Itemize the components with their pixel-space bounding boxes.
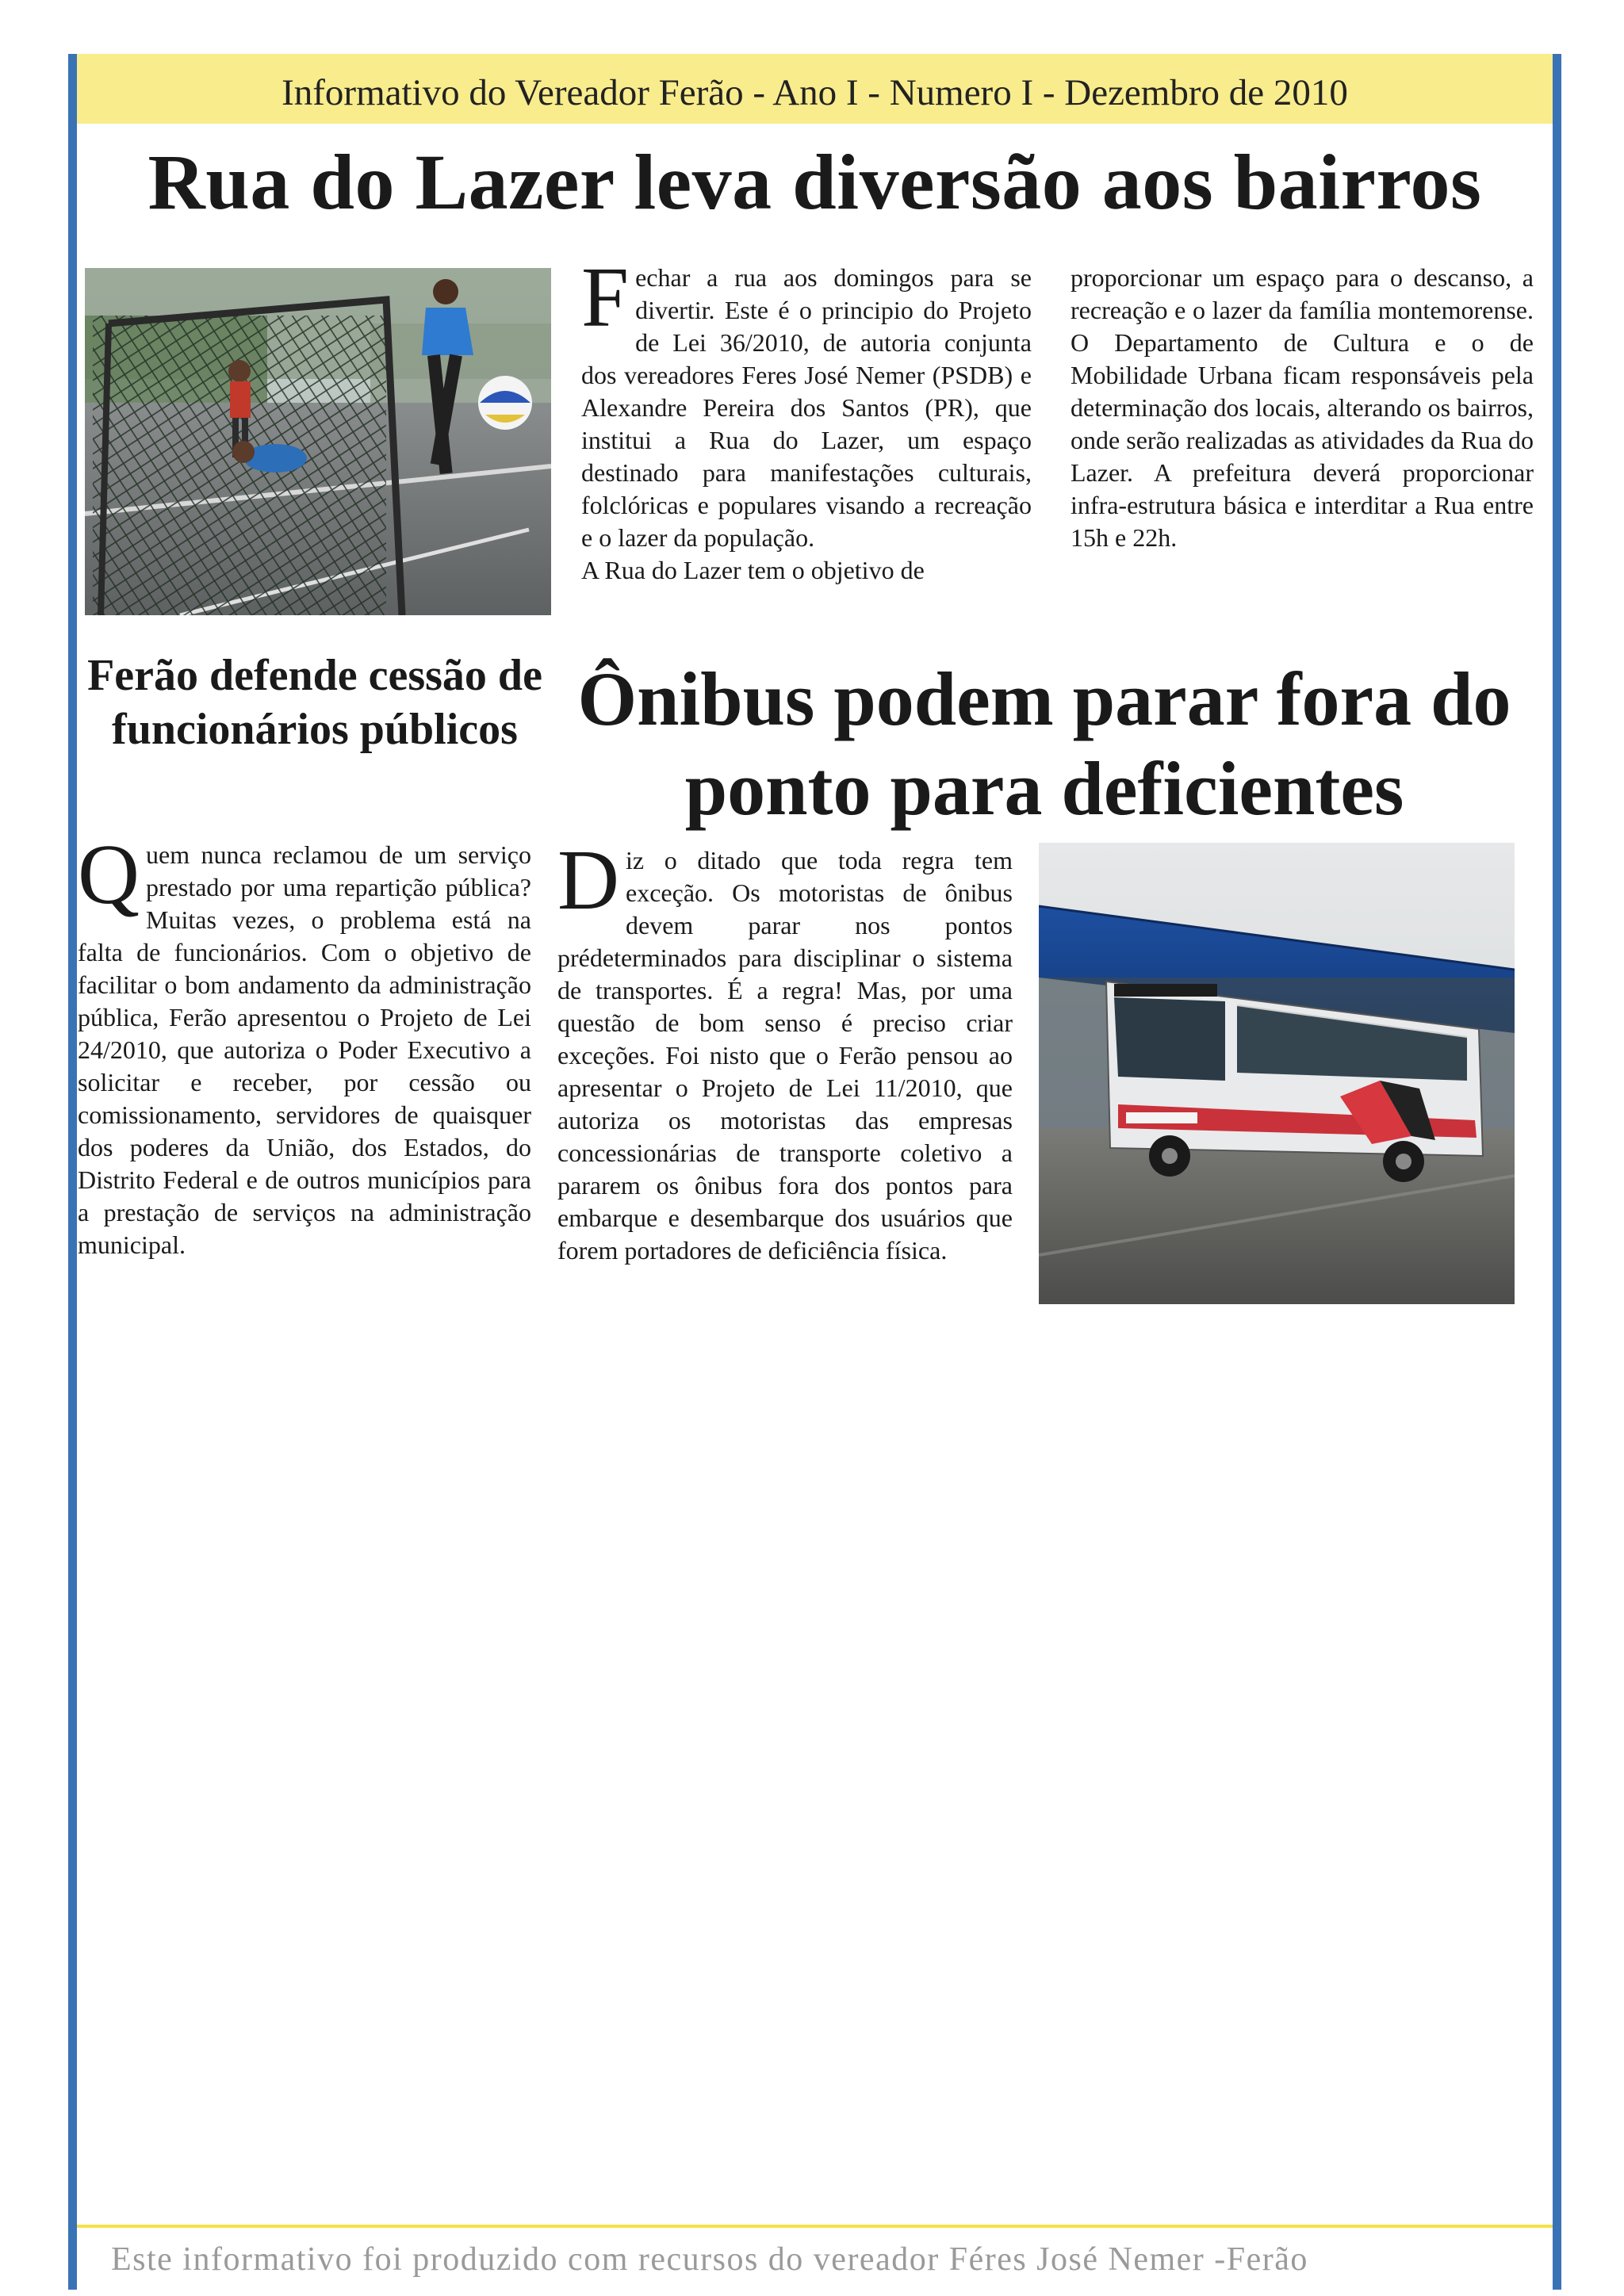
right-border-bar [1553,54,1561,2290]
footer-note: Este informativo foi produzido com recursos do vereador Féres José Nemer -Ferão [111,2241,1308,2278]
footer-divider [77,2225,1553,2228]
lazer-column-2 [1071,262,1534,554]
lazer-dropcap: F [581,251,630,345]
onibus-dropcap: D [557,833,619,928]
cessao-dropcap: Q [78,828,140,922]
lazer-paragraph-3: proporcionar um espaço para o descanso, a recreação e o lazer da família montemorense. O Departamento de Cultura e o de Mobilidade Urbana ficam responsáveis pela determinação dos locais, alterando os bairros, onde serão realizadas as atividades da Rua do Lazer. A prefeitura deverá proporcionar infra-estrutura básica e interditar a Rua entre 15h e 22h. [1071,263,1534,552]
bus-photo [1039,843,1515,1304]
onibus-paragraph [557,833,1013,1267]
street-soccer-photo [85,268,551,615]
header-banner [77,54,1553,124]
onibus-text: iz o ditado que toda regra tem exceção. Os motoristas de ônibus devem parar nos pontos prédeterminados para disciplinar o sistema de transportes. É a regra! Mas, por uma questão de bom senso é preciso criar exceções. Foi nisto que o Ferão pensou ao apresentar o Projeto de Lei 11/2010, que autoriza os motoristas das empresas concessionárias de transporte coletivo a pararem os ônibus fora dos pontos para embarque e desembarque dos usuários que forem portadores de deficiência física. [557,846,1013,1265]
cessao-headline: Ferão defende cessão de funcionários públicos [87,651,542,754]
cessao-column [78,828,531,1261]
lazer-paragraph-2: A Rua do Lazer tem o objetivo de [581,556,925,584]
cessao-paragraph [78,828,531,1261]
lazer-column-1 [581,251,1032,587]
left-border-bar [68,54,77,2290]
onibus-column [557,833,1013,1267]
main-headline: Rua do Lazer leva diversão aos bairros [147,138,1482,226]
onibus-headline: Ônibus podem parar fora do ponto para deficientes [577,656,1511,831]
lazer-text-1: echar a rua aos domingos para se divertir. Este é o principio do Projeto de Lei 36/2010, de autoria conjunta dos vereadores Feres José Nemer (PSDB) e Alexandre Pereira dos Santos (PR), que institui a Rua do Lazer, um espaço destinado para manifestações culturais, folclóricas e populares visando a recreação e o lazer da população. [581,263,1032,552]
header-banner-text: Informativo do Vereador Ferão - Ano I - Numero I - Dezembro de 2010 [282,72,1348,113]
lazer-paragraph-1 [581,251,1032,554]
cessao-text: uem nunca reclamou de um serviço prestado por uma repartição pública? Muitas vezes, o problema está na falta de funcionários. Com o objetivo de facilitar o bom andamento da administração pública, Ferão apresentou o Projeto de Lei 24/2010, que autoriza o Poder Executivo a solicitar e receber, por cessão ou comissionamento, servidores de quaisquer dos poderes da União, dos Estados, do Distrito Federal e de outros municípios para a prestação de serviços na administração municipal. [78,840,531,1259]
